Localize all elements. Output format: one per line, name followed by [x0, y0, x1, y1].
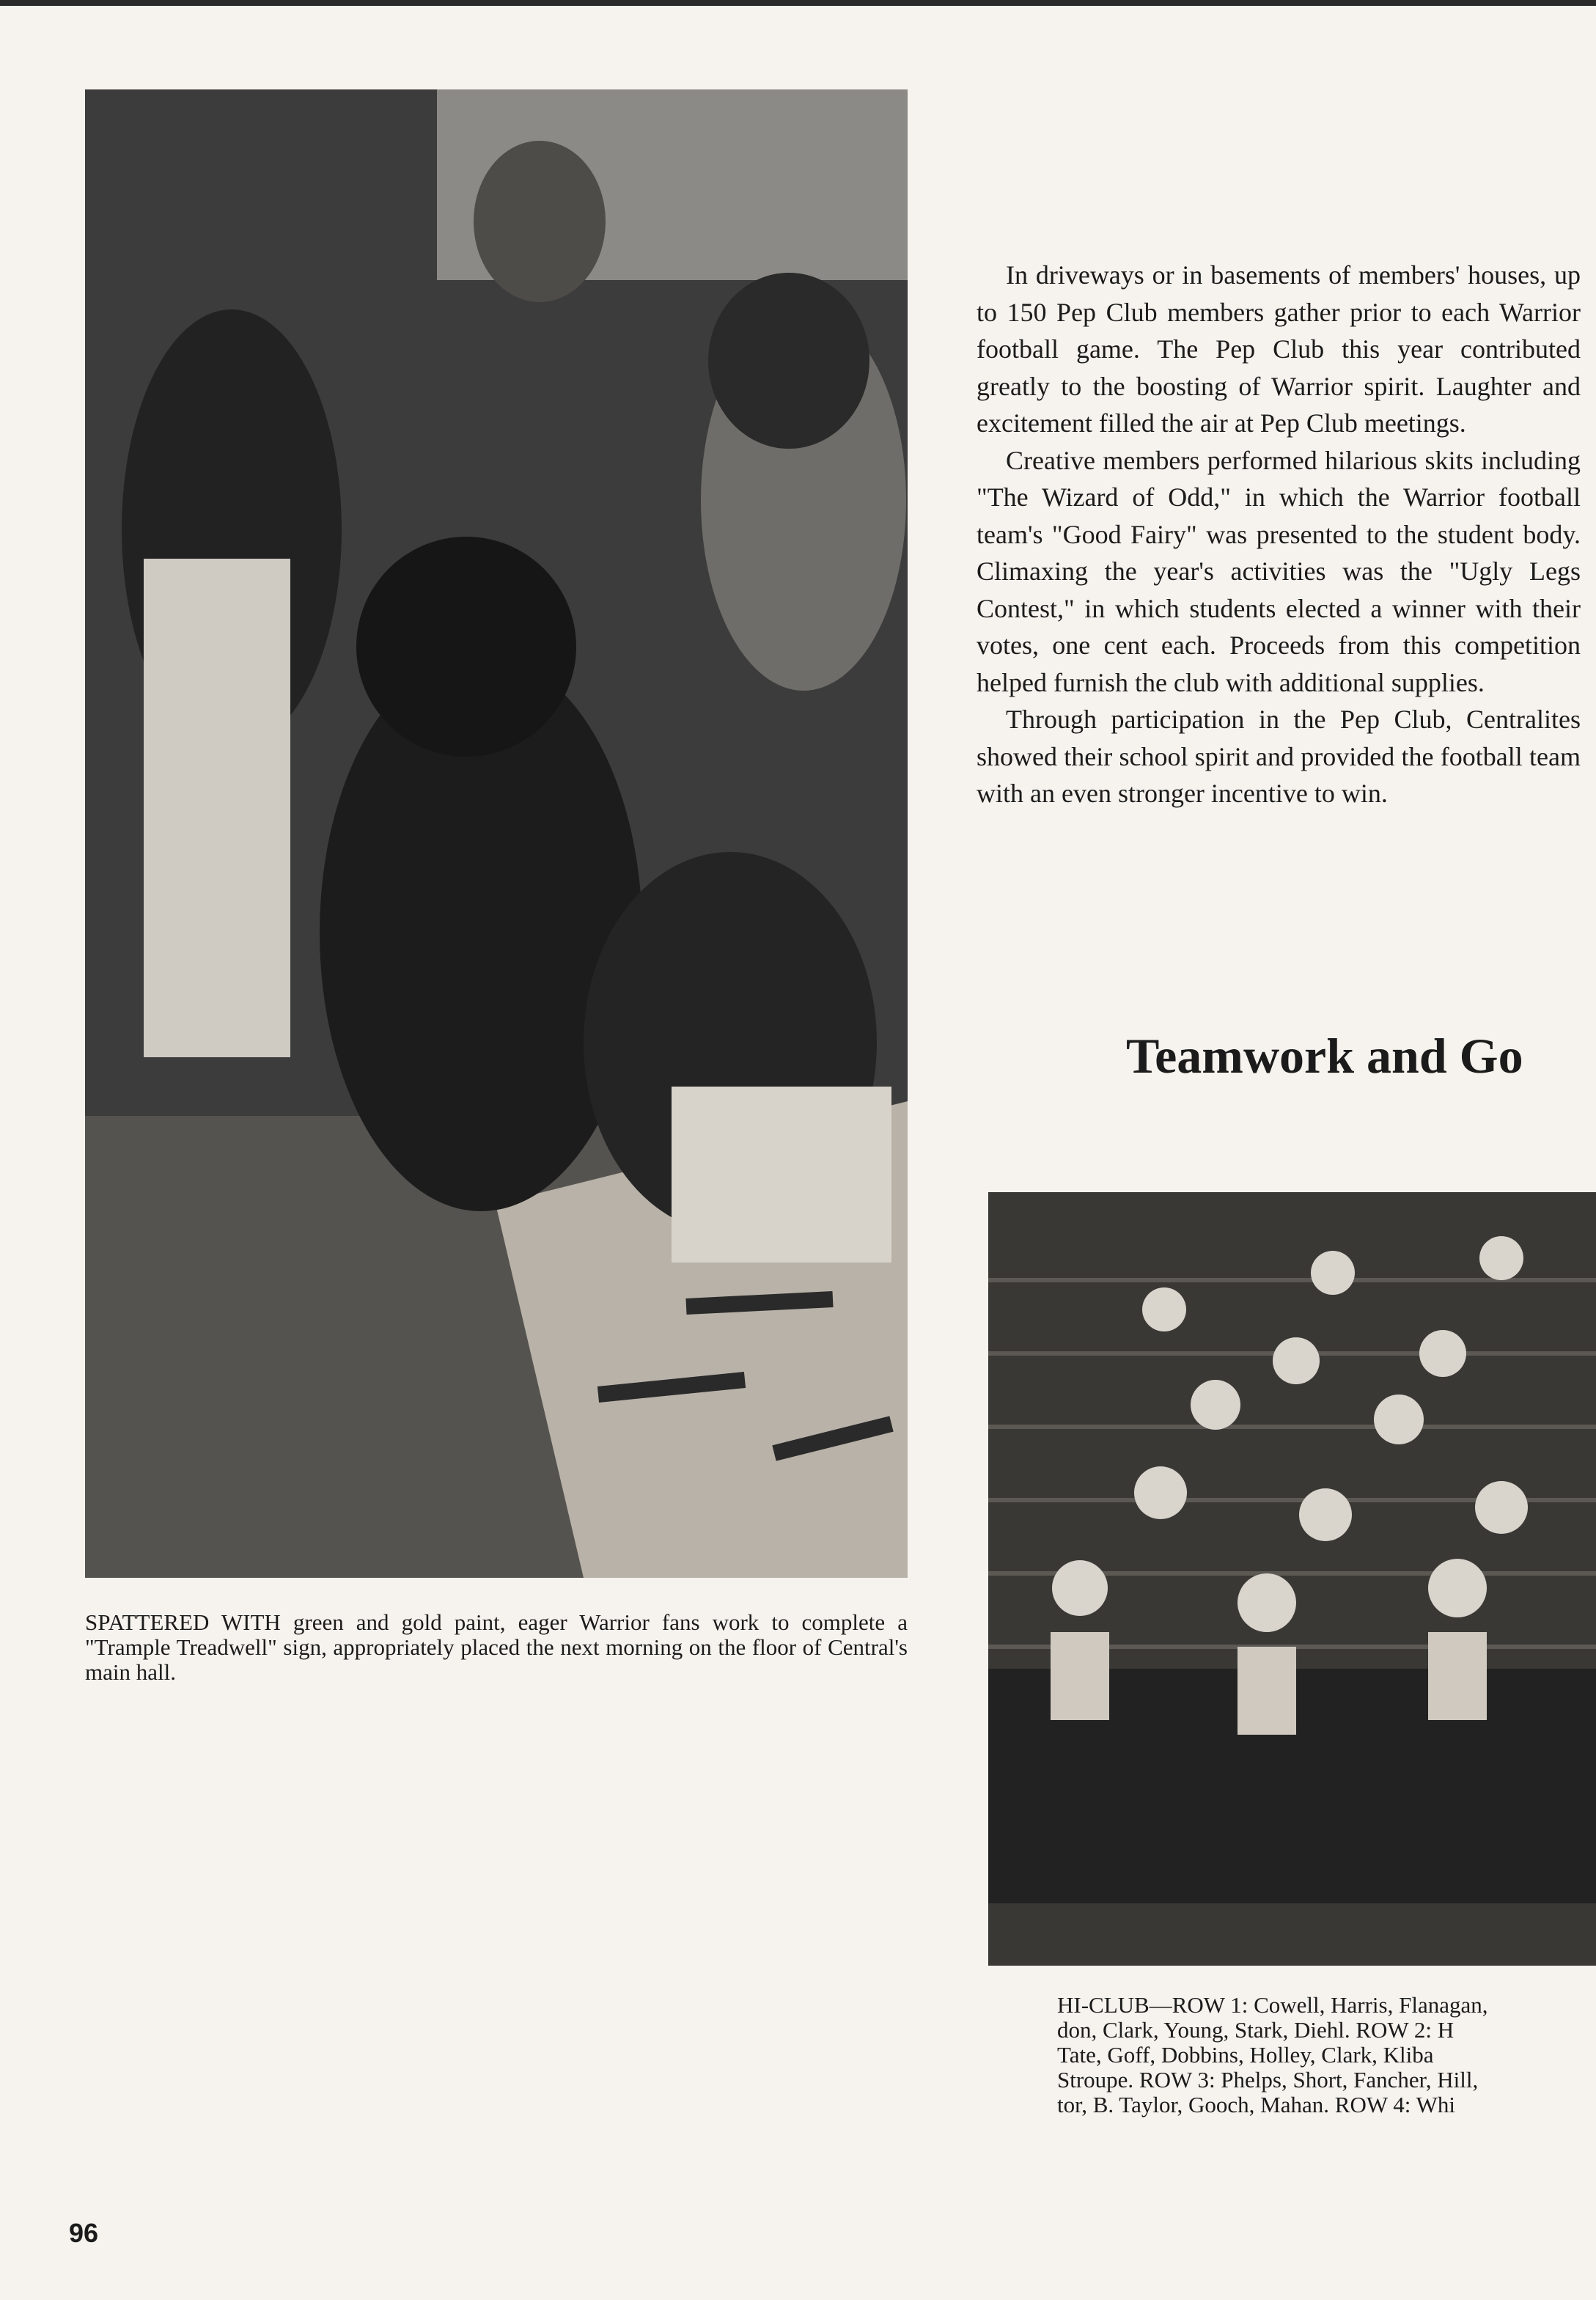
page-number: 96 — [69, 2218, 99, 2248]
photo-caption-right — [1057, 1993, 1596, 2117]
article-paragraph-1: In driveways or in basements of members' houses, up to 150 Pep Club members gather prior to each Warrior football game. The Pep Club this year contributed greatly to the boosting of Warrior spirit. Laughter and excitement filled the air at Pep Club meetings. — [977, 260, 1581, 438]
page-top-edge — [0, 0, 1596, 6]
section-heading: Teamwork and Go — [1126, 1028, 1523, 1084]
photo-illustration — [85, 89, 908, 1578]
article-paragraph-2: Creative members performed hilarious skits including "The Wizard of Odd," in which the Warrior football team's "Good Fairy" was presented to the student body. Climaxing the year's activities was the "Ugly Legs Contest," in which students elected a winner with their votes, one cent each. Proceeds from this competition helped furnish the club with additional supplies. — [977, 445, 1581, 697]
photo-illustration — [988, 1192, 1596, 1966]
caption-line: Stroupe. ROW 3: Phelps, Short, Fancher, Hill, — [1057, 2067, 1479, 2093]
caption-line: tor, B. Taylor, Gooch, Mahan. ROW 4: Whi — [1057, 2092, 1455, 2117]
caption-line: don, Clark, Young, Stark, Diehl. ROW 2: H — [1057, 2017, 1455, 2043]
caption-line: HI-CLUB—ROW 1: Cowell, Harris, Flanagan, — [1057, 1993, 1488, 2018]
article-paragraph-3: Through participation in the Pep Club, Centralites showed their school spirit and provided the football team with an even stronger incentive to win. — [977, 705, 1581, 808]
photo-pep-club-painting-sign — [85, 89, 908, 1578]
photo-caption-left: SPATTERED WITH green and gold paint, eager Warrior fans work to complete a "Trample Treadwell" sign, appropriately placed the next morning on the floor of Central's main hall. — [85, 1609, 908, 1685]
photo-hi-club-group — [988, 1192, 1596, 1966]
caption-line: Tate, Goff, Dobbins, Holley, Clark, Kliba — [1057, 2042, 1434, 2068]
article-body — [977, 257, 1581, 812]
